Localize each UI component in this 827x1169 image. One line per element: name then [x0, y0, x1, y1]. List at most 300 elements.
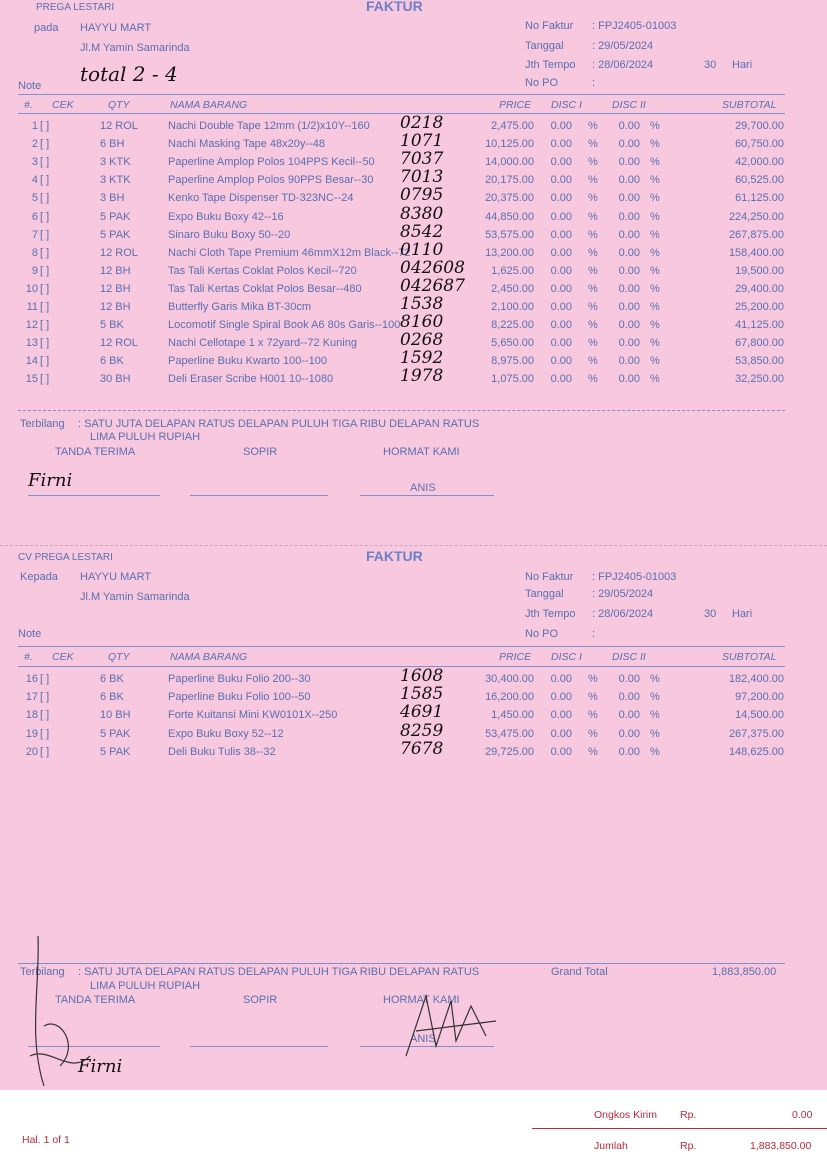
- customer-name: HAYYU MART: [80, 22, 152, 34]
- row-item-name: Butterfly Garis Mika BT-30cm: [168, 301, 312, 313]
- check-box[interactable]: [ ]: [40, 373, 50, 386]
- row-item-name: Nachi Cellotape 1 x 72yard--72 Kuning: [168, 337, 357, 350]
- row-qty: 12 BH: [100, 282, 131, 295]
- row-handwritten-code: 0268: [400, 330, 444, 351]
- row-item-name: Forte Kuitansi Mini KW0101X--250: [168, 709, 338, 722]
- check-box[interactable]: [ ]: [40, 174, 50, 187]
- terbilang-line-1: : SATU JUTA DELAPAN RATUS DELAPAN PULUH TIGA RIBU DELAPAN RATUS: [78, 418, 480, 430]
- row-subtotal: 67,800.00: [735, 337, 784, 350]
- no-faktur-label: No Faktur: [525, 571, 574, 583]
- row-disc2: 0.00: [618, 228, 640, 241]
- row-number: 20: [25, 745, 38, 758]
- row-disc1-pct: %: [588, 192, 598, 205]
- row-price: 30,400.00: [485, 673, 534, 685]
- row-disc1-pct: %: [588, 210, 598, 223]
- receiver-signature: Firni: [28, 470, 73, 491]
- row-price: 2,100.00: [491, 301, 534, 313]
- row-qty: 5 PAK: [100, 745, 131, 758]
- col-disc1: DISC I: [551, 651, 582, 663]
- row-number: 5: [31, 192, 38, 205]
- row-disc1-pct: %: [588, 727, 598, 740]
- row-qty: 6 BK: [100, 355, 124, 368]
- row-qty: 5 PAK: [100, 727, 131, 740]
- terbilang-line-1: : SATU JUTA DELAPAN RATUS DELAPAN PULUH TIGA RIBU DELAPAN RATUS: [78, 966, 480, 978]
- grand-total-value: 1,883,850.00: [712, 966, 777, 978]
- row-item-name: Paperline Buku Kwarto 100--100: [168, 355, 327, 368]
- invoice-sheet-1: [0, 0, 827, 545]
- row-number: 8: [31, 246, 38, 259]
- no-po-value: :: [592, 77, 596, 89]
- row-disc2: 0.00: [618, 373, 640, 386]
- row-handwritten-code: 1538: [400, 294, 444, 314]
- row-subtotal: 267,875.00: [728, 228, 784, 241]
- header-rule-top: [18, 94, 785, 95]
- row-subtotal: 19,500.00: [735, 264, 784, 277]
- term-unit: Hari: [732, 59, 753, 71]
- row-item-name: Nachi Masking Tape 48x20y--48: [168, 138, 325, 151]
- row-price: 1,625.00: [491, 264, 534, 277]
- no-po-label: No PO: [525, 77, 559, 89]
- row-qty: 12 ROL: [100, 337, 138, 350]
- row-item-name: Sinaro Buku Boxy 50--20: [168, 228, 291, 241]
- row-subtotal: 41,125.00: [735, 319, 784, 332]
- terbilang-line-2: LIMA PULUH RUPIAH: [90, 980, 201, 992]
- row-number: 17: [25, 691, 38, 704]
- row-disc2: 0.00: [618, 301, 640, 313]
- row-disc2-pct: %: [650, 210, 660, 223]
- row-number: 7: [31, 228, 38, 241]
- tanda-terima-label: TANDA TERIMA: [55, 446, 136, 458]
- check-box[interactable]: [ ]: [40, 264, 50, 277]
- row-number: 13: [25, 337, 38, 350]
- row-disc1: 0.00: [550, 301, 572, 313]
- row-disc1: 0.00: [550, 673, 572, 685]
- customer-address: Jl.M Yamin Samarinda: [80, 42, 190, 54]
- col-cek: CEK: [52, 651, 74, 663]
- row-number: 14: [25, 355, 38, 368]
- row-disc2-pct: %: [650, 745, 660, 758]
- col-qty: QTY: [108, 651, 130, 663]
- row-subtotal: 60,525.00: [735, 174, 784, 187]
- tanggal-label: Tanggal: [525, 40, 564, 52]
- page-footer: [0, 1090, 827, 1169]
- row-disc2-pct: %: [650, 174, 660, 187]
- check-box[interactable]: [ ]: [40, 319, 50, 332]
- row-disc1: 0.00: [550, 337, 572, 350]
- row-subtotal: 182,400.00: [728, 673, 784, 685]
- row-handwritten-code: 4691: [400, 702, 444, 723]
- check-box[interactable]: [ ]: [40, 337, 50, 350]
- row-disc2-pct: %: [650, 138, 660, 151]
- row-disc1: 0.00: [550, 192, 572, 205]
- col-disc1: DISC I: [551, 99, 582, 111]
- receiver-signature: Firni: [78, 1056, 123, 1077]
- row-price: 10,125.00: [485, 138, 534, 151]
- row-disc1: 0.00: [550, 210, 572, 223]
- row-subtotal: 29,700.00: [735, 120, 784, 132]
- row-disc1: 0.00: [550, 282, 572, 295]
- check-box[interactable]: [ ]: [40, 301, 50, 313]
- invoice-sheet-2: [0, 545, 827, 1091]
- row-disc2: 0.00: [618, 210, 640, 223]
- header-rule-top: [18, 646, 785, 647]
- row-item-name: Paperline Buku Folio 200--30: [168, 673, 311, 685]
- row-item-name: Nachi Double Tape 12mm (1/2)x10Y--160: [168, 120, 370, 132]
- col-price: PRICE: [499, 99, 532, 111]
- row-number: 2: [31, 138, 38, 151]
- row-item-name: Expo Buku Boxy 42--16: [168, 210, 284, 223]
- row-handwritten-code: 1071: [400, 131, 444, 152]
- col-qty: QTY: [108, 99, 130, 111]
- col-nama-barang: NAMA BARANG: [170, 99, 248, 111]
- company-name: PREGA LESTARI: [36, 2, 115, 13]
- ongkos-kirim-value: 0.00: [792, 1109, 813, 1121]
- row-price: 44,850.00: [485, 210, 534, 223]
- row-disc1: 0.00: [550, 246, 572, 259]
- row-item-name: Deli Buku Tulis 38--32: [168, 745, 276, 758]
- row-disc1-pct: %: [588, 138, 598, 151]
- check-box[interactable]: [ ]: [40, 192, 50, 205]
- row-handwritten-code: 0218: [400, 113, 444, 133]
- row-disc2: 0.00: [618, 337, 640, 350]
- col-price: PRICE: [499, 651, 532, 663]
- row-disc2: 0.00: [618, 120, 640, 132]
- row-price: 5,650.00: [491, 337, 534, 350]
- row-item-name: Tas Tali Kertas Coklat Polos Besar--480: [168, 282, 362, 295]
- term-days: 30: [704, 608, 717, 620]
- row-qty: 6 BK: [100, 691, 124, 704]
- tanggal-value: : 29/05/2024: [592, 40, 654, 52]
- ongkos-kirim-currency: Rp.: [680, 1109, 697, 1121]
- row-qty: 3 BH: [100, 192, 125, 205]
- invoice-title: FAKTUR: [366, 0, 423, 14]
- check-box[interactable]: [ ]: [40, 120, 50, 132]
- row-item-name: Tas Tali Kertas Coklat Polos Kecil--720: [168, 264, 357, 277]
- row-disc1-pct: %: [588, 301, 598, 313]
- terbilang-line-2: LIMA PULUH RUPIAH: [90, 431, 201, 443]
- row-disc2-pct: %: [650, 691, 660, 704]
- col-subtotal: SUBTOTAL: [722, 651, 777, 663]
- row-disc2-pct: %: [650, 301, 660, 313]
- row-handwritten-code: 1608: [400, 666, 444, 686]
- customer-name: HAYYU MART: [80, 571, 152, 583]
- tanggal-label: Tanggal: [525, 588, 564, 600]
- row-qty: 3 KTK: [100, 156, 131, 169]
- row-disc2: 0.00: [618, 355, 640, 368]
- row-handwritten-code: 8380: [400, 203, 444, 224]
- row-disc1-pct: %: [588, 673, 598, 685]
- signer-name: ANIS: [410, 482, 436, 494]
- row-price: 2,475.00: [491, 120, 534, 132]
- row-price: 53,575.00: [485, 228, 534, 241]
- row-item-name: Expo Buku Boxy 52--12: [168, 727, 284, 740]
- terbilang-label: Terbilang: [20, 966, 65, 978]
- col-disc2: DISC II: [612, 99, 646, 111]
- row-disc1: 0.00: [550, 120, 572, 132]
- jumlah-currency: Rp.: [680, 1140, 697, 1152]
- footer-rule: [532, 1128, 827, 1129]
- col-nama-barang: NAMA BARANG: [170, 651, 248, 663]
- signature-line-driver: [190, 1046, 328, 1047]
- table-end-rule: [18, 410, 785, 411]
- row-disc1: 0.00: [550, 319, 572, 332]
- row-qty: 5 PAK: [100, 228, 131, 241]
- signature-line-sender: [360, 495, 494, 496]
- row-handwritten-code: 0795: [400, 185, 444, 206]
- note-label: Note: [18, 628, 42, 640]
- row-disc1-pct: %: [588, 373, 598, 386]
- row-disc2-pct: %: [650, 727, 660, 740]
- row-disc1-pct: %: [588, 174, 598, 187]
- row-number: 4: [31, 174, 38, 187]
- handwritten-note: total 2 - 4: [80, 62, 178, 86]
- row-disc1: 0.00: [550, 709, 572, 722]
- row-disc2-pct: %: [650, 282, 660, 295]
- row-disc2-pct: %: [650, 373, 660, 386]
- row-qty: 12 ROL: [100, 246, 138, 259]
- row-price: 2,450.00: [491, 282, 534, 295]
- row-price: 1,450.00: [491, 709, 534, 722]
- row-price: 29,725.00: [485, 745, 534, 758]
- no-po-label: No PO: [525, 628, 559, 640]
- term-unit: Hari: [732, 608, 753, 620]
- row-price: 16,200.00: [485, 691, 534, 704]
- row-subtotal: 32,250.00: [735, 373, 784, 386]
- check-box[interactable]: [ ]: [40, 355, 50, 368]
- row-number: 18: [25, 709, 38, 722]
- signer-name: ANIS: [410, 1033, 436, 1045]
- row-handwritten-code: 8259: [400, 720, 444, 741]
- row-disc2: 0.00: [618, 691, 640, 704]
- row-qty: 6 BK: [100, 673, 124, 685]
- row-number: 15: [25, 373, 38, 386]
- jth-tempo-label: Jth Tempo: [525, 608, 576, 620]
- row-disc1-pct: %: [588, 709, 598, 722]
- row-disc2-pct: %: [650, 192, 660, 205]
- row-handwritten-code: 8542: [400, 221, 444, 242]
- signature-line-receiver: [28, 495, 160, 496]
- check-box[interactable]: [ ]: [40, 138, 50, 151]
- row-handwritten-code: 7013: [400, 167, 444, 188]
- row-disc2-pct: %: [650, 673, 660, 685]
- check-box[interactable]: [ ]: [40, 156, 50, 169]
- no-po-value: :: [592, 628, 596, 640]
- row-handwritten-code: 8160: [400, 312, 444, 333]
- row-qty: 12 ROL: [100, 120, 138, 132]
- check-box[interactable]: [ ]: [40, 210, 50, 223]
- row-number: 10: [25, 282, 38, 295]
- col-no: #.: [24, 99, 33, 111]
- row-disc2-pct: %: [650, 246, 660, 259]
- note-label: Note: [18, 80, 42, 92]
- row-disc1-pct: %: [588, 264, 598, 277]
- row-qty: 5 BK: [100, 319, 124, 332]
- row-qty: 30 BH: [100, 373, 131, 386]
- no-faktur-value: : FPJ2405-01003: [592, 571, 677, 583]
- row-disc2-pct: %: [650, 337, 660, 350]
- row-qty: 3 KTK: [100, 174, 131, 187]
- row-price: 14,000.00: [485, 156, 534, 169]
- col-disc2: DISC II: [612, 651, 646, 663]
- row-item-name: Deli Eraser Scribe H001 10--1080: [168, 373, 334, 386]
- row-subtotal: 267,375.00: [728, 727, 784, 740]
- row-disc2: 0.00: [618, 138, 640, 151]
- row-handwritten-code: 1585: [400, 684, 444, 705]
- row-item-name: Paperline Buku Folio 100--50: [168, 691, 311, 704]
- row-item-name: Locomotif Single Spiral Book A6 80s Garis--100: [168, 319, 401, 332]
- tanda-terima-label: TANDA TERIMA: [55, 994, 136, 1006]
- row-disc1: 0.00: [550, 156, 572, 169]
- row-number: 11: [26, 301, 38, 313]
- row-disc1-pct: %: [588, 337, 598, 350]
- row-handwritten-code: 1592: [400, 348, 444, 369]
- table-row: [0, 366, 827, 388]
- row-subtotal: 61,125.00: [735, 192, 784, 205]
- row-disc1-pct: %: [588, 691, 598, 704]
- customer-address: Jl.M Yamin Samarinda: [80, 591, 190, 603]
- row-disc1: 0.00: [550, 727, 572, 740]
- row-handwritten-code: 7678: [400, 738, 444, 759]
- check-box[interactable]: [ ]: [40, 246, 50, 259]
- row-disc2-pct: %: [650, 319, 660, 332]
- check-box[interactable]: [ ]: [40, 727, 50, 740]
- check-box[interactable]: [ ]: [40, 745, 50, 758]
- row-number: 9: [31, 264, 38, 277]
- row-disc2: 0.00: [618, 282, 640, 295]
- row-subtotal: 148,625.00: [728, 745, 784, 758]
- tanggal-value: : 29/05/2024: [592, 588, 654, 600]
- check-box[interactable]: [ ]: [40, 673, 50, 685]
- table-row: [0, 738, 827, 761]
- row-price: 13,200.00: [485, 246, 534, 259]
- row-number: 19: [25, 727, 38, 740]
- row-subtotal: 29,400.00: [735, 282, 784, 295]
- row-disc2: 0.00: [618, 709, 640, 722]
- row-disc2: 0.00: [618, 156, 640, 169]
- row-disc2-pct: %: [650, 264, 660, 277]
- row-item-name: Paperline Amplop Polos 104PPS Kecil--50: [168, 156, 375, 169]
- col-no: #.: [24, 651, 33, 663]
- grand-total-label: Grand Total: [551, 966, 608, 978]
- jumlah-value: 1,883,850.00: [750, 1140, 812, 1152]
- row-subtotal: 14,500.00: [735, 709, 784, 722]
- row-disc2: 0.00: [618, 319, 640, 332]
- row-disc1: 0.00: [550, 355, 572, 368]
- row-qty: 6 BH: [100, 138, 125, 151]
- row-disc1-pct: %: [588, 745, 598, 758]
- row-disc1-pct: %: [588, 120, 598, 132]
- row-number: 16: [25, 673, 38, 685]
- row-disc1-pct: %: [588, 319, 598, 332]
- row-disc2: 0.00: [618, 745, 640, 758]
- row-handwritten-code: 1978: [400, 366, 444, 387]
- check-box[interactable]: [ ]: [40, 691, 50, 704]
- jth-tempo-label: Jth Tempo: [525, 59, 576, 71]
- signature-line-driver: [190, 495, 328, 496]
- row-disc1-pct: %: [588, 282, 598, 295]
- row-subtotal: 53,850.00: [735, 355, 784, 368]
- row-disc1: 0.00: [550, 228, 572, 241]
- row-handwritten-code: 042687: [400, 275, 465, 296]
- row-handwritten-code: 042608: [400, 257, 465, 278]
- jumlah-label: Jumlah: [594, 1140, 628, 1152]
- kepada-label: pada: [34, 22, 59, 34]
- row-subtotal: 42,000.00: [735, 156, 784, 169]
- row-subtotal: 25,200.00: [735, 301, 784, 313]
- col-cek: CEK: [52, 99, 74, 111]
- row-price: 8,975.00: [491, 355, 534, 368]
- page-number: Hal. 1 of 1: [22, 1134, 70, 1146]
- row-disc1: 0.00: [550, 745, 572, 758]
- row-number: 12: [25, 319, 38, 332]
- terbilang-label: Terbilang: [20, 418, 65, 430]
- row-disc2-pct: %: [650, 120, 660, 132]
- jth-tempo-value: : 28/06/2024: [592, 608, 654, 620]
- row-disc1: 0.00: [550, 174, 572, 187]
- row-disc1: 0.00: [550, 138, 572, 151]
- row-disc2-pct: %: [650, 355, 660, 368]
- company-name: CV PREGA LESTARI: [18, 552, 113, 563]
- row-disc2-pct: %: [650, 709, 660, 722]
- row-item-name: Nachi Cloth Tape Premium 46mmX12m Black--72: [168, 246, 411, 259]
- row-item-name: Paperline Amplop Polos 90PPS Besar--30: [168, 174, 374, 187]
- check-box[interactable]: [ ]: [40, 709, 50, 722]
- row-disc2: 0.00: [618, 727, 640, 740]
- row-qty: 5 PAK: [100, 210, 131, 223]
- invoice-title: FAKTUR: [366, 548, 423, 564]
- signature-scribble-sender: [396, 986, 506, 1066]
- jth-tempo-value: : 28/06/2024: [592, 59, 654, 71]
- check-box[interactable]: [ ]: [40, 282, 50, 295]
- row-qty: 12 BH: [100, 264, 131, 277]
- term-days: 30: [704, 59, 717, 71]
- hormat-kami-label: HORMAT KAMI: [383, 994, 460, 1006]
- row-price: 8,225.00: [491, 319, 534, 332]
- row-disc1-pct: %: [588, 156, 598, 169]
- row-disc1-pct: %: [588, 355, 598, 368]
- row-subtotal: 224,250.00: [728, 210, 784, 223]
- row-disc2: 0.00: [618, 174, 640, 187]
- signature-scribble-left: [20, 926, 140, 1091]
- sopir-label: SOPIR: [243, 994, 278, 1006]
- row-number: 6: [31, 210, 38, 223]
- row-qty: 10 BH: [100, 709, 131, 722]
- row-item-name: Kenko Tape Dispenser TD-323NC--24: [168, 192, 354, 205]
- row-disc2: 0.00: [618, 673, 640, 685]
- col-subtotal: SUBTOTAL: [722, 99, 777, 111]
- row-disc2-pct: %: [650, 228, 660, 241]
- row-disc1: 0.00: [550, 691, 572, 704]
- row-disc2: 0.00: [618, 264, 640, 277]
- row-price: 20,175.00: [485, 174, 534, 187]
- row-subtotal: 60,750.00: [735, 138, 784, 151]
- row-handwritten-code: 0110: [400, 239, 444, 260]
- row-disc2-pct: %: [650, 156, 660, 169]
- kepada-label: Kepada: [20, 571, 58, 583]
- hormat-kami-label: HORMAT KAMI: [383, 446, 460, 458]
- check-box[interactable]: [ ]: [40, 228, 50, 241]
- no-faktur-value: : FPJ2405-01003: [592, 20, 677, 32]
- sopir-label: SOPIR: [243, 446, 278, 458]
- row-disc2: 0.00: [618, 192, 640, 205]
- row-number: 1: [31, 120, 38, 132]
- row-subtotal: 97,200.00: [735, 691, 784, 704]
- row-disc1-pct: %: [588, 228, 598, 241]
- ongkos-kirim-label: Ongkos Kirim: [594, 1109, 658, 1121]
- no-faktur-label: No Faktur: [525, 20, 574, 32]
- row-disc2: 0.00: [618, 246, 640, 259]
- row-disc1-pct: %: [588, 246, 598, 259]
